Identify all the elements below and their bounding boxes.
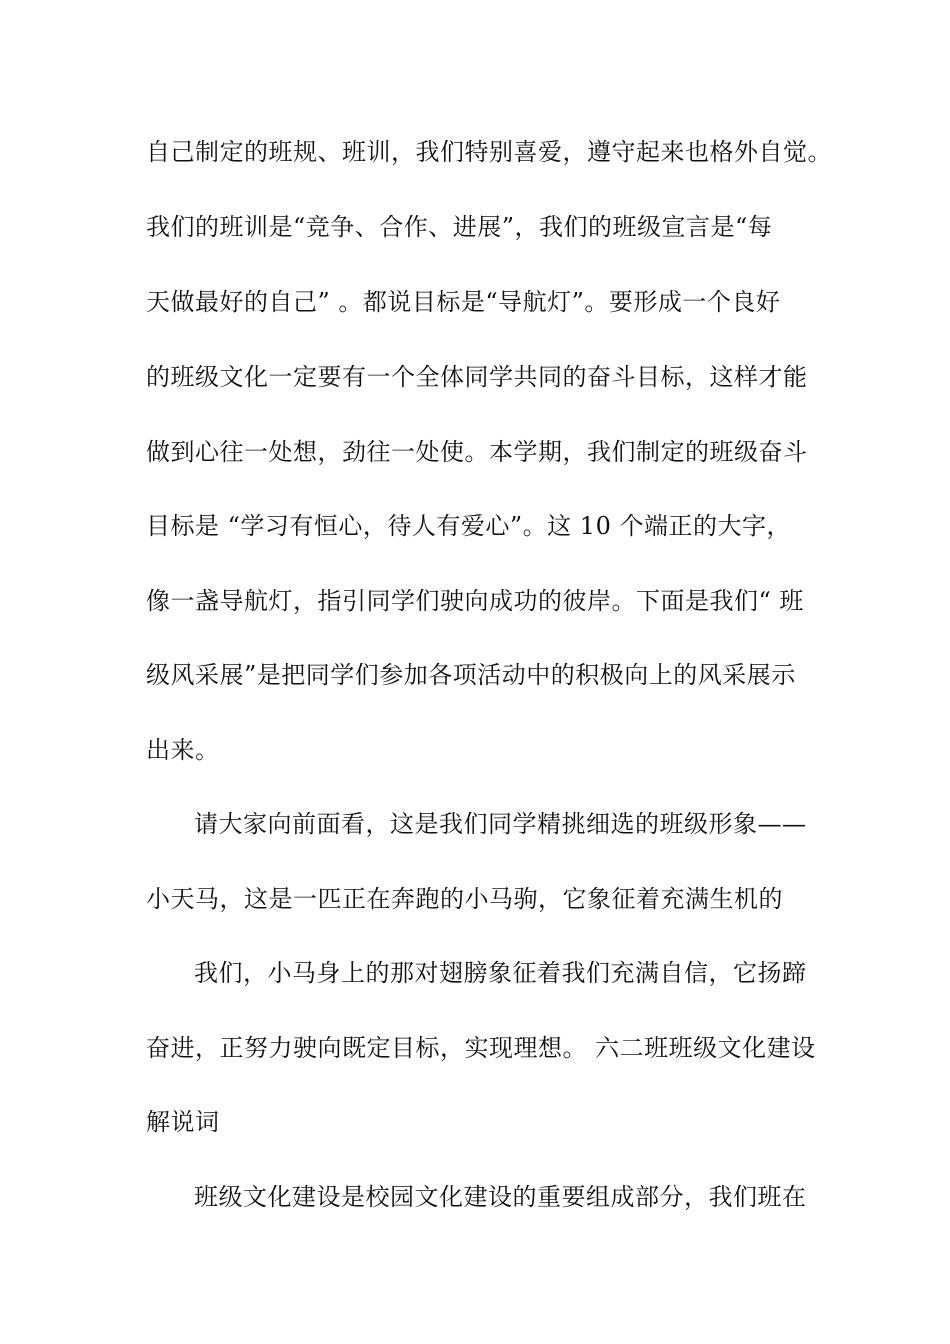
text-line: 像一盏导航灯，指引同学们驶向成功的彼岸。下面是我们“ 班 xyxy=(146,587,804,615)
paragraph-first-line: 请大家向前面看，这是我们同学精挑细选的班级形象—— xyxy=(194,810,807,838)
text-line: 我们的班训是“竞争、合作、进展”，我们的班级宣言是“每 xyxy=(146,213,773,241)
text-line: 自己制定的班规、班训，我们特别喜爱，遵守起来也格外自觉。 xyxy=(146,138,832,166)
paragraph-first-line: 我们，小马身上的那对翅膀象征着我们充满自信，它扬蹄 xyxy=(194,959,807,987)
text-line: 出来。 xyxy=(146,736,220,764)
text-line: 奋进，正努力驶向既定目标，实现理想。 六二班班级文化建设 xyxy=(146,1034,816,1062)
text-line: 的班级文化一定要有一个全体同学共同的奋斗目标，这样才能 xyxy=(146,363,808,391)
paragraph-first-line: 班级文化建设是校园文化建设的重要组成部分，我们班在 xyxy=(194,1183,807,1211)
text-line: 做到心往一处想，劲往一处使。本学期，我们制定的班级奋斗 xyxy=(146,438,808,466)
text-line: 天做最好的自己” 。都说目标是“导航灯”。要形成一个良好 xyxy=(146,288,781,316)
text-line: 目标是 “学习有恒心，待人有爱心”。这 10 个端正的大字， xyxy=(146,512,791,540)
text-line: 级风采展”是把同学们参加各项活动中的积极向上的风采展示 xyxy=(146,661,796,689)
text-line: 小天马，这是一匹正在奔跑的小马驹，它象征着充满生机的 xyxy=(146,885,783,913)
section-title: 解说词 xyxy=(146,1108,220,1136)
